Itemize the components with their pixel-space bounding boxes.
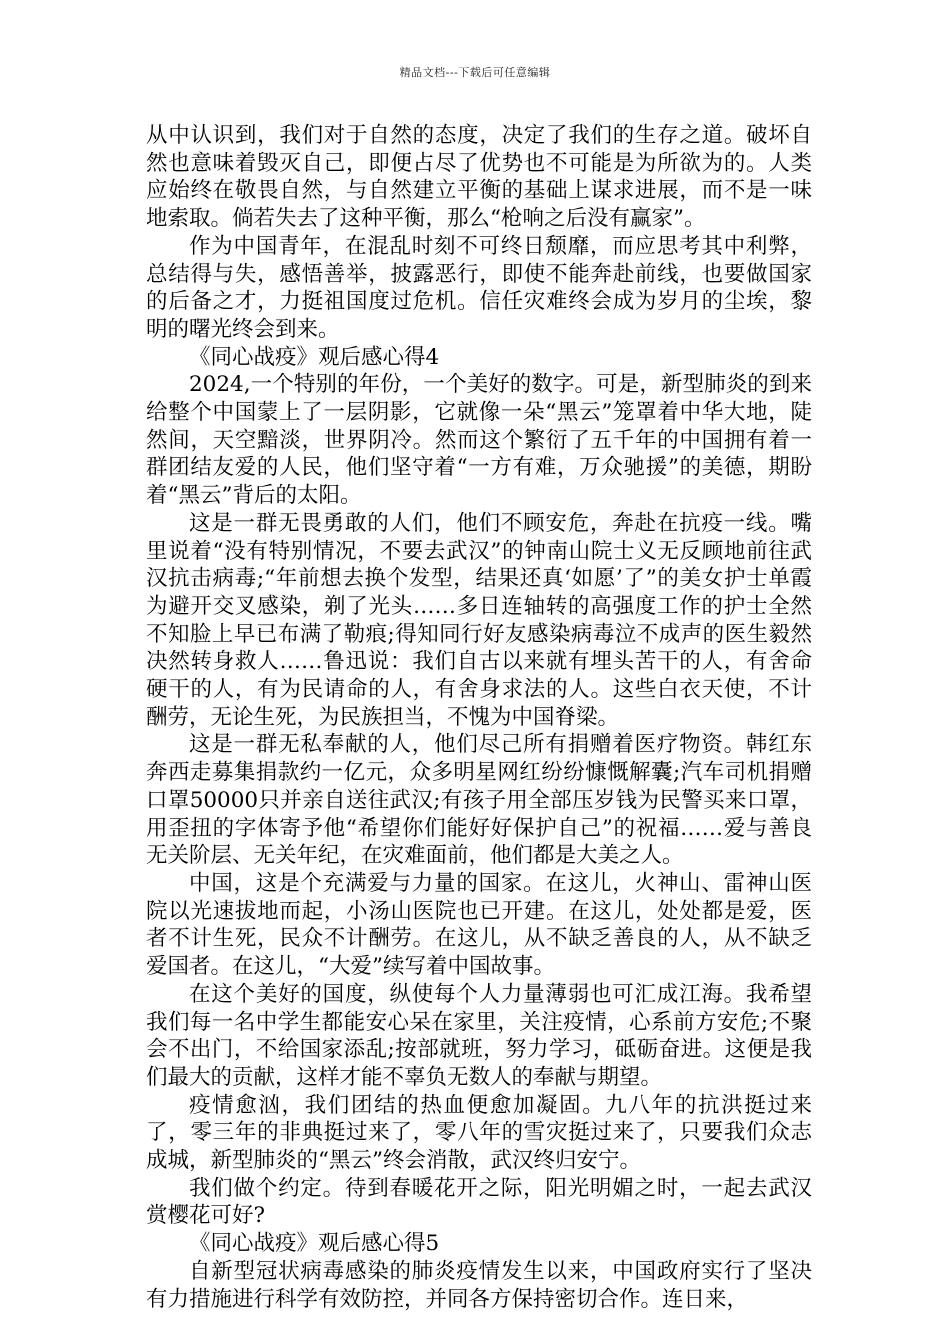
paragraph: 这是一群无私奉献的人，他们尽己所有捐赠着医疗物资。韩红东奔西走募集捐款约一亿元，众多明星网红纷纷慷慨解囊;汽车司机捐赠口罩50000只并亲自送往武汉;有孩子用全部压岁钱为民警买来口罩，用歪扭的字体寄予他“希望你们能好好保护自己”的祝福……爱与善良无关阶层、无关年纪，在灾难面前，他们都是大美之人。 bbox=[146, 732, 812, 869]
paragraph: 2024,一个特别的年份，一个美好的数字。可是，新型肺炎的到来给整个中国蒙上了一层阴影，它就像一朵“黑云”笼罩着中华大地，陡然间，天空黯淡，世界阴冷。然而这个繁衍了五千年的中国拥有着一群团结友爱的人民，他们坚守着“一方有难，万众驰援”的美德，期盼着“黑云”背后的太阳。 bbox=[146, 372, 812, 509]
page-header: 精品文档---下载后可任意编辑 bbox=[399, 66, 551, 79]
paragraph: 疫情愈汹，我们团结的热血便愈加凝固。九八年的抗洪挺过来了，零三年的非典挺过来了，零八年的雪灾挺过来了，只要我们众志成城，新型肺炎的“黑云”终会消散，武汉终归安宁。 bbox=[146, 1092, 812, 1174]
section-title: 《同心战疫》观后感心得5 bbox=[189, 1231, 440, 1257]
paragraph: 我们做个约定。待到春暖花开之际，阳光明媚之时，一起去武汉赏樱花可好? bbox=[146, 1175, 812, 1229]
document-body bbox=[146, 122, 812, 1313]
paragraph: 作为中国青年，在混乱时刻不可终日颓靡，而应思考其中利弊，总结得与失，感悟善举，披露恶行，即使不能奔赴前线，也要做国家的后备之才，力挺祖国度过危机。信任灾难终会成为岁月的尘埃，黎明的曙光终会到来。 bbox=[146, 233, 812, 342]
paragraph: 在这个美好的国度，纵使每个人力量薄弱也可汇成江海。我希望我们每一名中学生都能安心呆在家里，关注疫情，心系前方安危;不聚会不出门，不给国家添乱;按部就班，努力学习，砥砺奋进。这便是我们最大的贡献，这样才能不辜负无数人的奉献与期望。 bbox=[146, 981, 812, 1090]
paragraph: 这是一群无畏勇敢的人们，他们不顾安危，奔赴在抗疫一线。嘴里说着“没有特别情况，不要去武汉”的钟南山院士义无反顾地前往武汉抗击病毒;“年前想去换个发型，结果还真‘如愿’了”的美女护士单霞为避开交叉感染，剃了光头……多日连轴转的高强度工作的护士全然不知脸上早已布满了勒痕;得知同行好友感染病毒泣不成声的医生毅然决然转身救人……鲁迅说：我们自古以来就有埋头苦干的人，有舍命硬干的人，有为民请命的人，有舍身求法的人。这些白衣天使，不计酬劳，无论生死，为民族担当，不愧为中国脊梁。 bbox=[146, 510, 812, 730]
paragraph: 自新型冠状病毒感染的肺炎疫情发生以来，中国政府实行了坚决有力措施进行科学有效防控，并同各方保持密切合作。连日来， bbox=[146, 1258, 812, 1312]
paragraph: 从中认识到，我们对于自然的态度，决定了我们的生存之道。破坏自然也意味着毁灭自己，即便占尽了优势也不可能是为所欲为的。人类应始终在敬畏自然，与自然建立平衡的基础上谋求进展，而不是一味地索取。倘若失去了这种平衡，那么“枪响之后没有赢家”。 bbox=[146, 123, 812, 232]
section-title: 《同心战疫》观后感心得4 bbox=[189, 344, 440, 370]
paragraph: 中国，这是个充满爱与力量的国家。在这儿，火神山、雷神山医院以光速拔地而起，小汤山医院也已开建。在这儿，处处都是爱，医者不计生死，民众不计酬劳。在这儿，从不缺乏善良的人，从不缺乏爱国者。在这儿，“大爱”续写着中国故事。 bbox=[146, 870, 812, 980]
